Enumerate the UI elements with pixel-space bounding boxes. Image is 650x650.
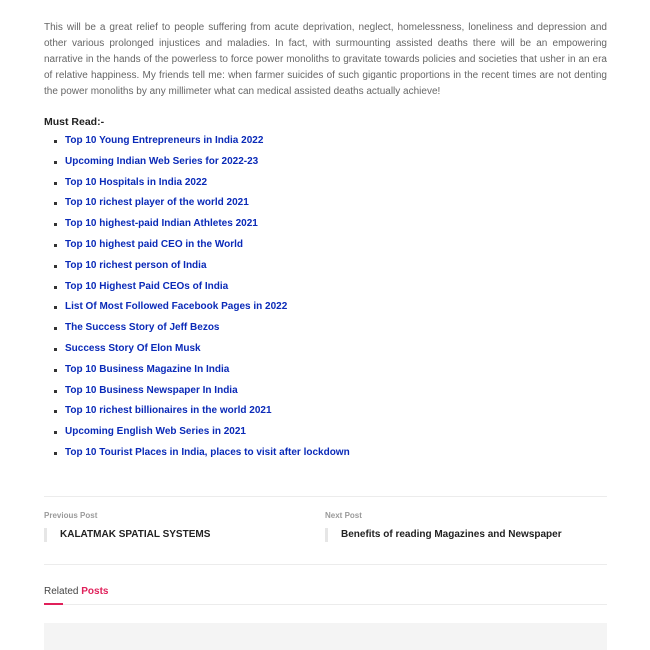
- list-item: [44, 214, 350, 235]
- bullet-icon: [54, 348, 57, 351]
- list-item: [44, 318, 350, 339]
- bullet-icon: [54, 327, 57, 330]
- list-item: [44, 256, 350, 277]
- bullet-icon: [54, 202, 57, 205]
- bullet-icon: [54, 452, 57, 455]
- must-read-link[interactable]: Success Story Of Elon Musk: [65, 342, 201, 354]
- must-read-heading: Must Read:-: [44, 116, 105, 128]
- bullet-icon: [54, 265, 57, 268]
- bullet-icon: [54, 306, 57, 309]
- article-text-top: [44, 0, 607, 4]
- list-item: [44, 277, 350, 298]
- previous-post-marker: [44, 528, 47, 542]
- list-item: [44, 131, 350, 152]
- list-item: [44, 422, 350, 443]
- related-prefix: Related: [44, 586, 79, 597]
- must-read-list: [44, 131, 350, 464]
- bullet-icon: [54, 369, 57, 372]
- next-post-link[interactable]: Benefits of reading Magazines and Newspaper: [341, 529, 562, 540]
- bullet-icon: [54, 244, 57, 247]
- related-accent: Posts: [81, 586, 109, 597]
- must-read-link[interactable]: Top 10 Business Magazine In India: [65, 363, 230, 375]
- previous-post-link[interactable]: KALATMAK SPATIAL SYSTEMS: [60, 529, 211, 540]
- post-nav-divider: [44, 496, 607, 497]
- must-read-link[interactable]: Top 10 richest billionaires in the world 2021: [65, 405, 272, 417]
- must-read-link[interactable]: Top 10 highest paid CEO in the World: [65, 238, 243, 250]
- list-item: [44, 235, 350, 256]
- bullet-icon: [54, 182, 57, 185]
- must-read-link[interactable]: Top 10 Highest Paid CEOs of India: [65, 280, 229, 292]
- must-read-link[interactable]: Top 10 richest person of India: [65, 259, 207, 271]
- related-underline: [44, 603, 63, 605]
- next-post-marker: [325, 528, 328, 542]
- list-item: [44, 443, 350, 464]
- list-item: [44, 173, 350, 194]
- bullet-icon: [54, 410, 57, 413]
- list-item: [44, 152, 350, 173]
- bullet-icon: [54, 431, 57, 434]
- must-read-link[interactable]: The Success Story of Jeff Bezos: [65, 322, 220, 334]
- bullet-icon: [54, 390, 57, 393]
- must-read-link[interactable]: Upcoming Indian Web Series for 2022-23: [65, 155, 259, 167]
- related-divider: [44, 604, 607, 605]
- bullet-icon: [54, 161, 57, 164]
- list-item: [44, 401, 350, 422]
- bullet-icon: [54, 286, 57, 289]
- article-paragraph: This will be a great relief to people suffering from acute deprivation, neglect, homelessness, loneliness and depression and other various prolonged injustices and maladies. In fact, with surmounting assisted deaths there will be an empowering narrative in the hands of the powerless to force power monoliths to gravitate towards policies and societies that usher in an era of relative happiness. My friends tell me: when farmer suicides of such gigantic proportions in the recent times are not denting the power monoliths by any millimeter what can medical assisted deaths actually achieve!: [44, 22, 607, 97]
- related-posts-heading: [44, 586, 108, 597]
- list-item: [44, 360, 350, 381]
- related-post-placeholder[interactable]: [44, 623, 607, 650]
- previous-post-label: Previous Post: [44, 511, 98, 520]
- bullet-icon: [54, 140, 57, 143]
- must-read-link[interactable]: Top 10 highest-paid Indian Athletes 2021: [65, 218, 258, 230]
- must-read-link[interactable]: Top 10 Young Entrepreneurs in India 2022: [65, 135, 264, 146]
- must-read-link[interactable]: Top 10 Business Newspaper In India: [65, 384, 238, 396]
- list-item: [44, 339, 350, 360]
- list-item: [44, 193, 350, 214]
- next-post-label: Next Post: [325, 511, 362, 520]
- must-read-link[interactable]: Upcoming English Web Series in 2021: [65, 426, 246, 438]
- must-read-link[interactable]: Top 10 richest player of the world 2021: [65, 197, 249, 209]
- must-read-link[interactable]: List Of Most Followed Facebook Pages in 2022: [65, 301, 288, 313]
- bullet-icon: [54, 223, 57, 226]
- must-read-link[interactable]: Top 10 Tourist Places in India, places to visit after lockdown: [65, 446, 350, 458]
- must-read-link[interactable]: Top 10 Hospitals in India 2022: [65, 176, 208, 188]
- list-item: [44, 381, 350, 402]
- post-nav-bottom-divider: [44, 564, 607, 565]
- list-item: [44, 297, 350, 318]
